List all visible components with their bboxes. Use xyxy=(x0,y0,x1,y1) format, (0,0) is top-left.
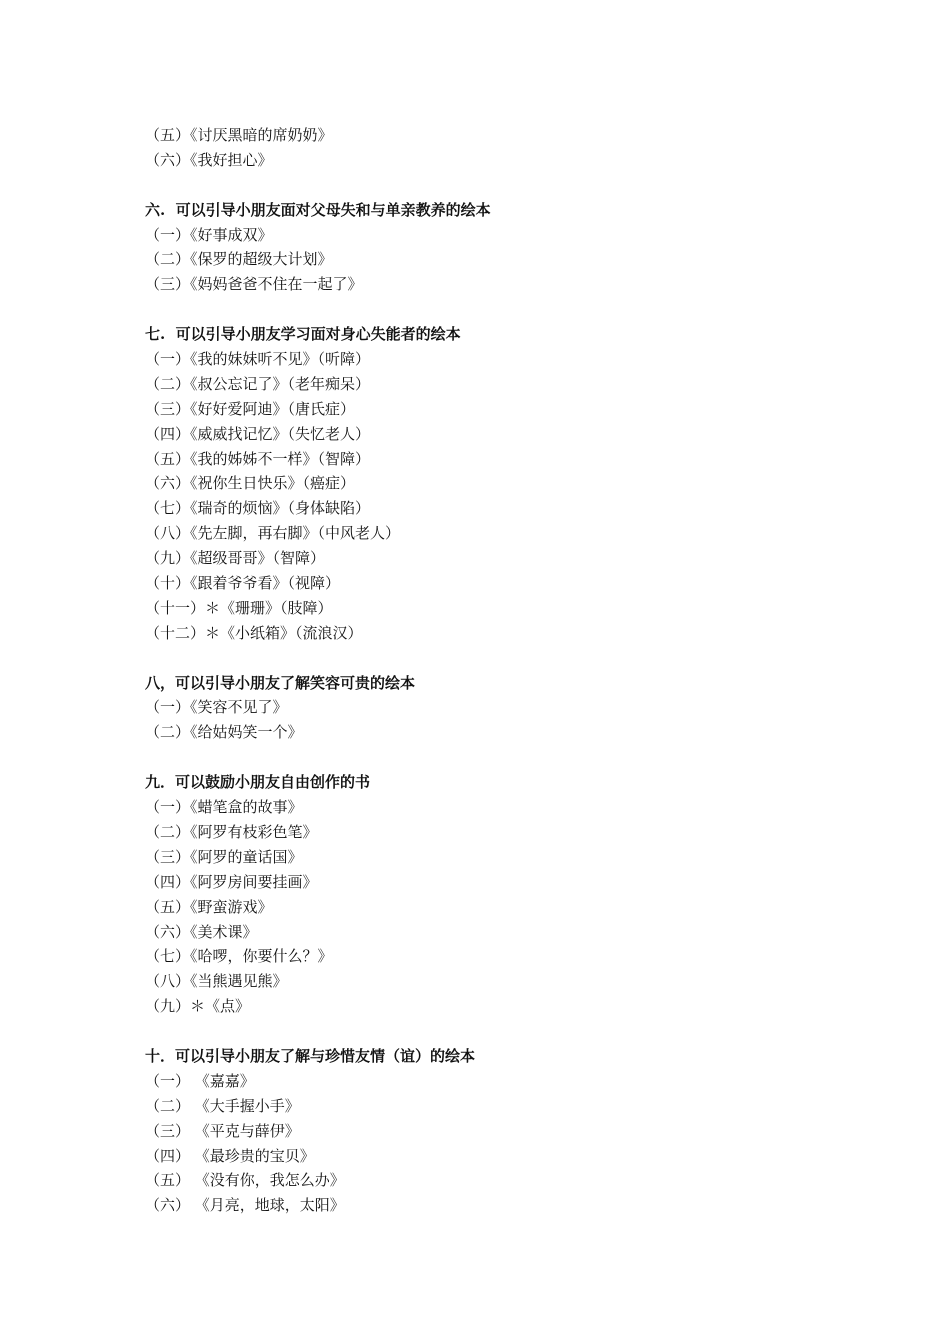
section-heading: 八，可以引导小朋友了解笑容可贵的绘本 xyxy=(145,673,416,692)
section-heading: 七. 可以引导小朋友学习面对身心失能者的绘本 xyxy=(145,325,461,344)
book-list-item: （十一）＊《珊珊》（肢障） xyxy=(145,598,333,617)
book-list-item: （一）《我的妹妹听不见》（听障） xyxy=(145,350,371,369)
book-list-item: （四）《威威找记忆》（失忆老人） xyxy=(145,424,371,443)
section-spacer xyxy=(145,297,905,322)
book-list-item: （四）《阿罗房间要挂画》 xyxy=(145,872,318,891)
book-list-item: （八）《先左脚，再右脚》（中风老人） xyxy=(145,524,401,543)
book-list-item: （三）《阿罗的童话国》 xyxy=(145,847,303,866)
book-list-item: （六） 《月亮，地球，太阳》 xyxy=(145,1196,345,1215)
section-heading: 六. 可以引导小朋友面对父母失和与单亲教养的绘本 xyxy=(145,200,491,219)
book-list-item: （三）《好好爱阿迪》（唐氏症） xyxy=(145,399,356,418)
section-spacer xyxy=(145,1019,905,1044)
book-list-item: （六）《祝你生日快乐》（癌症） xyxy=(145,474,356,493)
section-heading: 九．可以鼓励小朋友自由创作的书 xyxy=(145,773,371,792)
section-spacer xyxy=(145,745,905,770)
book-list-item: （六）《我好担心》 xyxy=(145,150,273,169)
book-list-item: （一）《好事成双》 xyxy=(145,225,273,244)
book-list-item: （二）《阿罗有枝彩色笔》 xyxy=(145,822,318,841)
book-list-item: （十）《跟着爷爷看》（视障） xyxy=(145,574,341,593)
book-list-item: （九）＊《点》 xyxy=(145,997,251,1016)
book-list-item: （二）《给姑妈笑一个》 xyxy=(145,723,303,742)
book-list-item: （三）《妈妈爸爸不住在一起了》 xyxy=(145,275,363,294)
book-list-item: （一）《笑容不见了》 xyxy=(145,698,288,717)
book-list-item: （九）《超级哥哥》（智障） xyxy=(145,549,326,568)
book-list-item: （五） 《没有你，我怎么办》 xyxy=(145,1171,345,1190)
book-list-item: （七）《瑞奇的烦恼》（身体缺陷） xyxy=(145,499,371,518)
book-list-item: （一）《蜡笔盒的故事》 xyxy=(145,798,303,817)
section-spacer xyxy=(145,173,905,198)
book-list-item: （三） 《平克与薛伊》 xyxy=(145,1121,300,1140)
book-list-item: （二）《保罗的超级大计划》 xyxy=(145,250,333,269)
book-list-item: （八）《当熊遇见熊》 xyxy=(145,972,288,991)
book-list-item: （五）《野蛮游戏》 xyxy=(145,897,273,916)
book-list-item: （二） 《大手握小手》 xyxy=(145,1096,300,1115)
book-list-item: （五）《我的姊姊不一样》（智障） xyxy=(145,449,371,468)
book-list-item: （七）《哈啰，你要什么？》 xyxy=(145,947,333,966)
document-body xyxy=(145,123,905,1218)
section-heading: 十．可以引导小朋友了解与珍惜友情（谊）的绘本 xyxy=(145,1046,476,1065)
book-list-item: （一） 《嘉嘉》 xyxy=(145,1071,255,1090)
section-spacer xyxy=(145,646,905,671)
book-list-item: （十二）＊《小纸箱》（流浪汉） xyxy=(145,623,363,642)
book-list-item: （六）《美术课》 xyxy=(145,922,258,941)
book-list-item: （二）《叔公忘记了》（老年痴呆） xyxy=(145,374,371,393)
book-list-item: （四） 《最珍贵的宝贝》 xyxy=(145,1146,315,1165)
book-list-item: （五）《讨厌黑暗的席奶奶》 xyxy=(145,126,333,144)
